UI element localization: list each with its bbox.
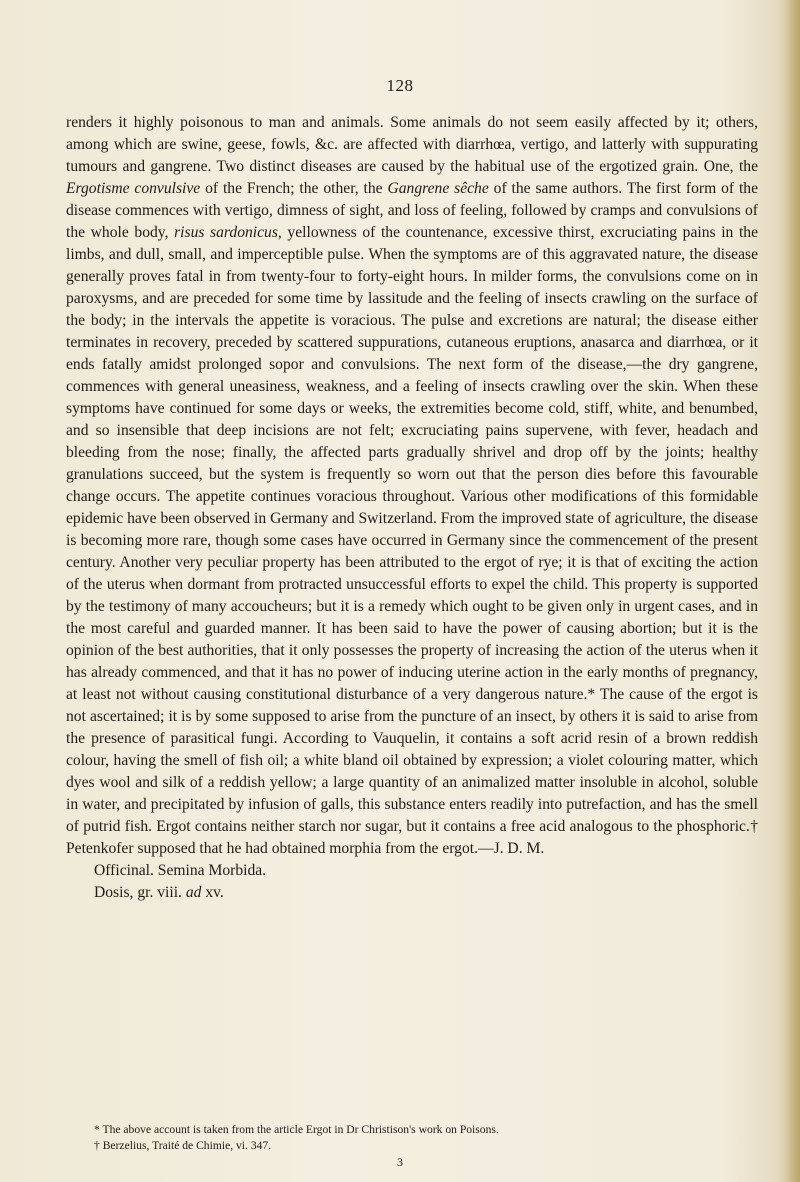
footnote-2: † Berzelius, Traité de Chimie, vi. 347. <box>94 1139 272 1152</box>
text-run-italic: Ergotisme convulsive <box>66 180 201 197</box>
dosis-line <box>94 882 758 904</box>
text-run: renders it highly poisonous to man and animals. Some animals do not seem easily affected by it; others, among which are swine, geese, fowls, &c. are affected with diarrhœa, vertigo, and latterly with suppurating tumours and gangrene. Two distinct diseases are caused by the habitual use of the ergotized grain. One, the <box>66 114 758 175</box>
officinal-line: Officinal. Semina Morbida. <box>94 862 267 879</box>
main-paragraph <box>66 112 758 860</box>
text-run: of the French; the other, the <box>200 180 388 197</box>
text-run: of the same authors. The first form of the disease commences with vertigo, dimness of sight, and loss of feeling, followed by cramps and convulsions of the whole body, <box>66 180 758 241</box>
page-edge-shadow <box>786 0 800 1182</box>
dosis-ad: ad <box>185 884 202 901</box>
footnotes <box>66 1122 758 1154</box>
text-run-italic: risus sardonicus <box>174 224 278 241</box>
page-number: 128 <box>386 76 414 95</box>
footnote-1: * The above account is taken from the article Ergot in Dr Christison's work on Poisons. <box>94 1123 499 1136</box>
text-run: , yellowness of the countenance, excessive thirst, excruciating pains in the limbs, and dull, small, and imperceptible pulse. When the symptoms are of this aggravated nature, the disease generally proves fatal in from twenty-four to forty-eight hours. In milder forms, the convulsions come on in paroxysms, and are preceded for some time by lassitude and the feeling of insects crawling on the surface of the body; in the intervals the appetite is voracious. The pulse and excretions are natural; the disease either terminates in recovery, preceded by scattered suppurations, cutaneous eruptions, anasarca and diarrhœa, or it ends fatally amidst prolonged sopor and convulsions. The next form of the disease,—the dry gangrene, commences with general uneasiness, weakness, and a feeling of insects crawling over the skin. When these symptoms have continued for some days or weeks, the extremities become cold, stiff, white, and benumbed, and so insensible that deep incisions are not felt; excruciating pains supervene, with fever, headach and bleeding from the nose; finally, the affected parts gradually shrivel and drop off by the joints; healthy granulations succeed, but the system is frequently so worn out that the person dies before this favourable change occurs. The appetite continues voracious throughout. Various other modifications of this formidable epidemic have been observed in Germany and Switzerland. From the improved state of agriculture, the disease is becoming more rare, though some cases have occurred in Germany since the commencement of the present century. Another very peculiar property has been attributed to the ergot of rye; it is that of exciting the action of the uterus when dormant from protracted unsuccessful efforts to expel the child. This property is supported by the testimony of many accoucheurs; but it is a remedy which ought to be given only in urgent cases, and in the most careful and guarded manner. It has been said to have the power of causing abortion; but it is the opinion of the best authorities, that it only possesses the property of increasing the action of the uterus when it has already commenced, and that it has no power of inducing uterine action in the early months of pregnancy, at least not without causing constitutional disturbance of a very dangerous nature.* The cause of the ergot is not ascertained; it is by some supposed to arise from the puncture of an insect, by others it is said to arise from the presence of parasitical fungi. According to Vauquelin, it contains a soft acrid resin of a brown reddish colour, having the smell of fish oil; a white bland oil obtained by expression; a violet colouring matter, which dyes wool and silk of a reddish yellow; a large quantity of an animalized matter insoluble in alcohol, soluble in water, and precipitated by infusion of galls, this substance enters readily into putrefaction, and has the smell of putrid fish. Ergot contains neither starch nor sugar, but it contains a free acid analogous to the phosphoric.† Petenkofer supposed that he had obtained morphia from the ergot.—J. D. M. <box>66 224 758 857</box>
text-run-italic: Gangrene sêche <box>387 180 489 197</box>
signature-mark: 3 <box>397 1155 403 1169</box>
dosis-prefix: Dosis, gr. viii. <box>94 884 186 901</box>
main-text <box>66 112 758 904</box>
dosis-suffix: xv. <box>201 884 224 901</box>
